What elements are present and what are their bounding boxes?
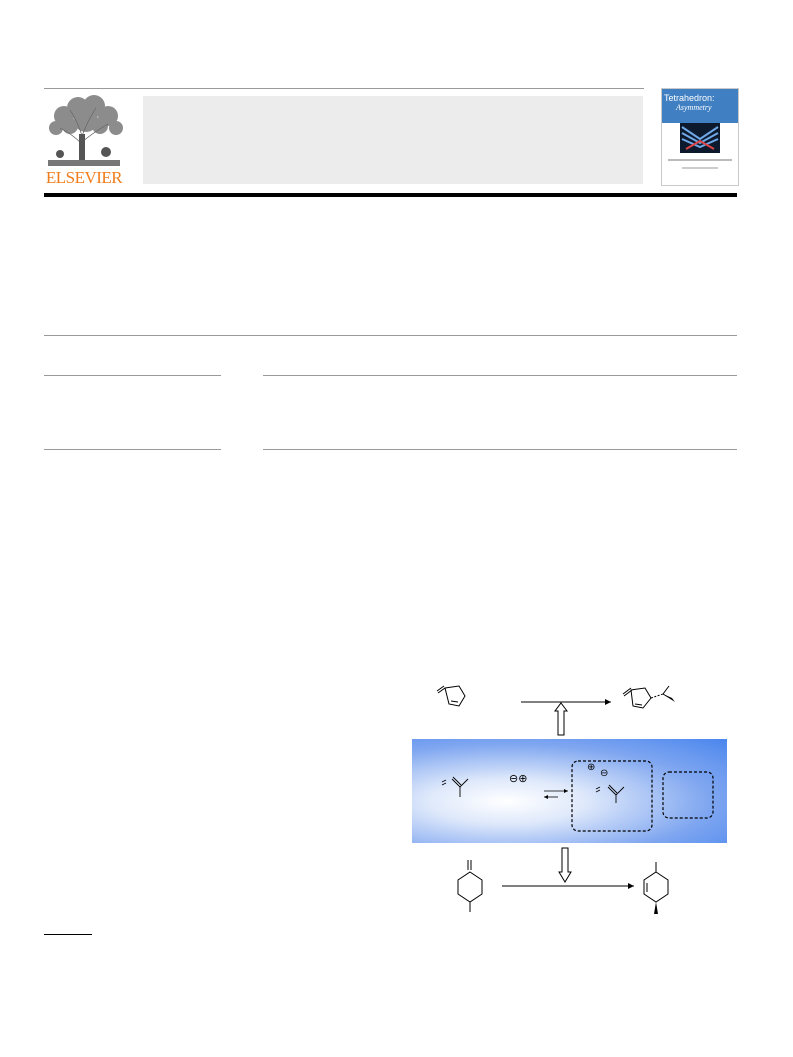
- cover-subtitle: Asymmetry: [676, 103, 712, 112]
- scheme-box-content: [412, 739, 727, 843]
- abstract-bottom-rule: [263, 449, 737, 450]
- tree-logo-icon: [42, 94, 126, 168]
- cyclopentene-reactant-icon: [437, 686, 465, 706]
- article-info-left-rule: [44, 375, 221, 376]
- catalyst-dashed-box: [663, 772, 713, 818]
- article-info-left-bottom-rule: [44, 449, 221, 450]
- cyclohexane-reactant-icon: [458, 860, 482, 912]
- footnote-rule: [44, 934, 92, 935]
- header-top-rule: [44, 88, 644, 89]
- cyclopentene-product-icon: [623, 686, 673, 708]
- cover-title: Tetrahedron:: [664, 93, 715, 103]
- article-info-top-rule: [44, 335, 737, 336]
- minus-charge-label: ⊖: [600, 768, 609, 779]
- cover-text-line: [682, 167, 718, 169]
- plus-charge-label: ⊕: [587, 762, 596, 773]
- abstract-top-rule: [263, 375, 737, 376]
- cyclohexene-product-icon: [644, 862, 668, 902]
- header-bottom-rule: [44, 193, 737, 197]
- journal-header-box: [143, 96, 643, 184]
- cover-art-icon: [680, 123, 720, 153]
- scheme-top-row: [425, 680, 745, 720]
- cover-text-line: [668, 159, 732, 161]
- charge-pair-label: ⊖⊕: [509, 773, 528, 785]
- publisher-wordmark: ELSEVIER: [45, 168, 123, 187]
- journal-cover: [661, 88, 739, 186]
- hollow-up-arrow-icon: [553, 701, 569, 737]
- scheme-bottom-row: [440, 856, 680, 920]
- publisher-logo: [42, 94, 126, 186]
- intermediate-dashed-box: [572, 761, 652, 831]
